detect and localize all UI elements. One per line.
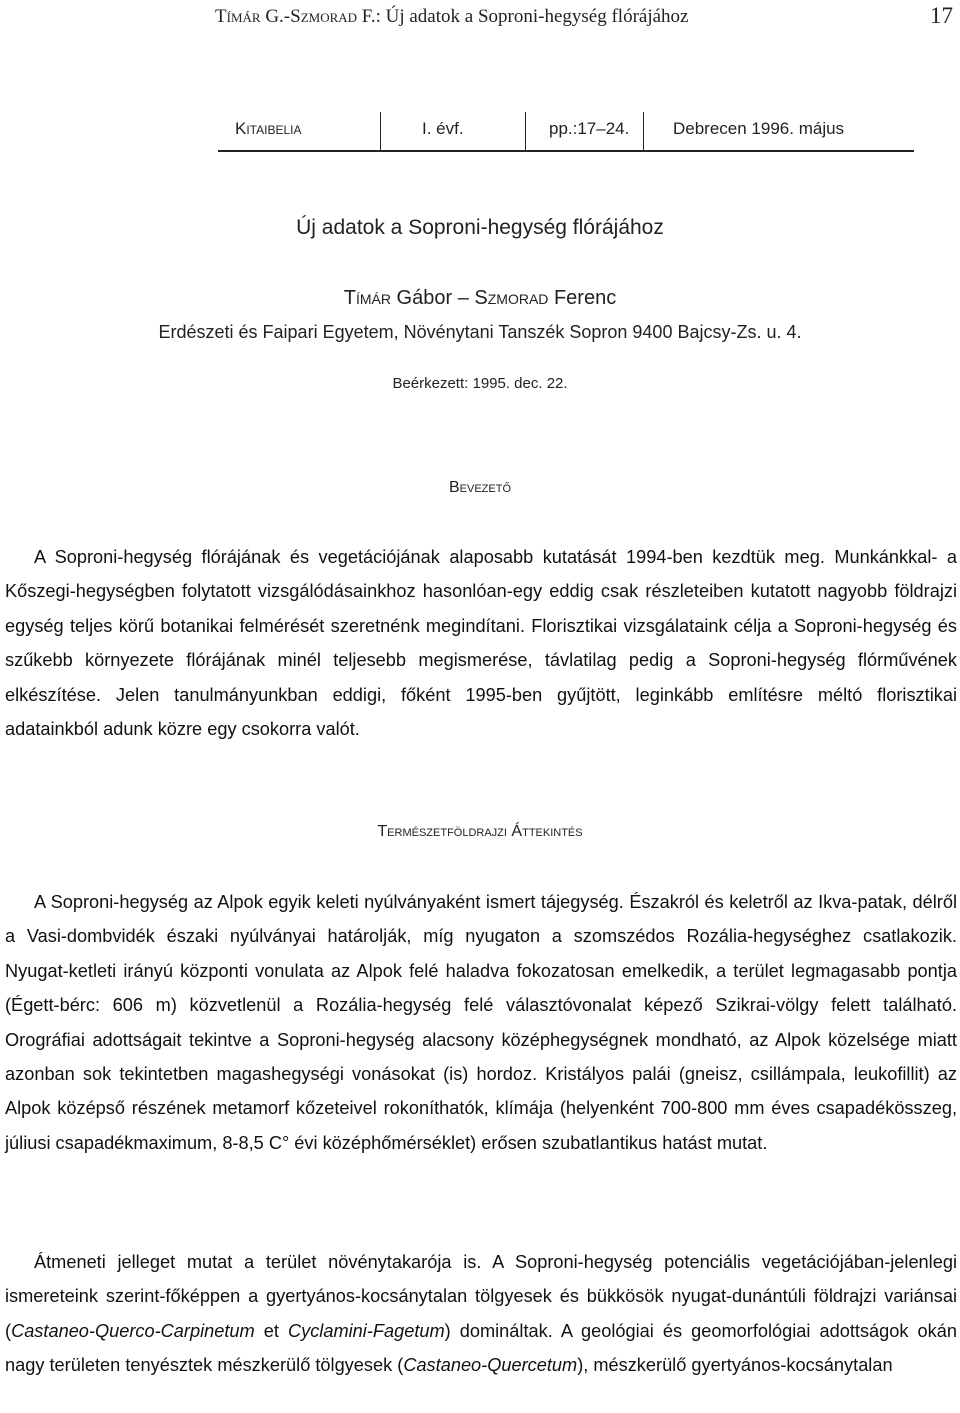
author1-surname-rest: ímár — [356, 287, 391, 309]
running-head-author1-given: G.- — [260, 6, 291, 27]
intro-heading-rest: evezető — [459, 479, 511, 496]
geography-paragraph — [5, 885, 957, 1160]
author1-given: Gábor – — [391, 287, 475, 309]
journal-volume: I. évf. — [422, 119, 464, 138]
journal-name-rest: itaibelia — [246, 119, 302, 138]
section-heading-geography — [0, 823, 960, 841]
vegetation-text-3: ) domináltak. A geológiai és geomorfológiai adottságok okán nagy területen tenyésztek mészkerülő tölgyesek ( — [5, 1320, 957, 1376]
running-head-author1-rest: ímár — [226, 6, 261, 27]
journal-name — [235, 119, 301, 139]
journal-bar-divider — [643, 112, 644, 150]
taxon-name: Castaneo-Querco-Carpinetum — [11, 1320, 255, 1341]
taxon-name: Cyclamini-Fagetum — [287, 1320, 445, 1341]
running-head-author2-given: F. — [357, 6, 376, 27]
journal-bar-divider — [380, 112, 381, 150]
geo-heading-rest1: ermészetföldrajzi — [387, 823, 507, 840]
geography-text: A Soproni-hegység az Alpok egyik keleti nyúlványaként ismert tájegység. Északról és keletről az Ikva-patak, délről a Vasi-dombvidék északi nyúlványai határolják, míg nyugaton a szomszédos Rozália-hegységhez csatlakozik. Nyugat-ketleti irányú központi vonulata az Alpok felé haladva fokozatosan emelkedik, a terület legmagasabb pontja (Égett-bérc: 606 m) közvetlenül a Rozália-hegység felé választóvonalat képező Szikrai-völgy felett található. Orográfiai adottságait tekintve a Soproni-hegység alacsony középhegységnek mondható, az Alpok közelsége miatt azonban sok tekintetben magashegységi vonásokat (is) hordoz. Kristályos palái (gneisz, csillámpala, leukofillit) az Alpok középső részének metamorf kőzeteivel rokoníthatók, klímája (helyenként 700-800 mm éves csapadékösszeg, júliusi csapadékmaximum, 8-8,5 C° évi középhőmérséklet) erősen szubatlantikus hatást mutat. — [5, 892, 957, 1153]
running-head — [0, 0, 960, 38]
intro-heading-first: B — [448, 479, 460, 496]
journal-pages: pp.:17–24. — [549, 119, 630, 138]
vegetation-text-4: ), mészkerülő gyertyános-kocsánytalan — [577, 1355, 893, 1376]
article-authors — [0, 287, 960, 310]
author1-surname-first: T — [343, 287, 356, 309]
article-affiliation: Erdészeti és Faipari Egyetem, Növénytani Tanszék Sopron 9400 Bajcsy-Zs. u. 4. — [158, 322, 802, 342]
running-head-author1-initial-letter: T — [215, 6, 227, 27]
author2-surname-rest: zmorad — [487, 287, 549, 309]
journal-bar-divider — [525, 112, 526, 150]
vegetation-text-1: Átmeneti jelleget mutat a terület növénytakarója is. A Soproni-hegység potenciális vegetációjában-jelenlegi ismereteink szerint-főképpen a gyertyános-kocsánytalan tölgyesek és bükkösök nyugat-dunántúli földrajzi variánsai ( — [5, 1252, 957, 1341]
article-title: Új adatok a Soproni-hegység flórájához — [296, 216, 664, 239]
journal-place-date: Debrecen 1996. május — [673, 119, 845, 138]
page-number: 17 — [930, 3, 953, 28]
vegetation-text-2: et — [254, 1320, 288, 1341]
geo-heading-first2: Á — [511, 823, 523, 840]
journal-bar — [218, 112, 914, 152]
taxon-name: Castaneo-Quercetum — [403, 1355, 578, 1376]
geo-heading-rest2: ttekintés — [522, 823, 583, 840]
intro-paragraph — [5, 540, 957, 746]
section-heading-intro — [0, 479, 960, 497]
running-head-title: : Új adatok a Soproni-hegység flórájához — [375, 6, 689, 27]
running-head-author2-initial-letter: S — [290, 6, 301, 27]
article-received-date: Beérkezett: 1995. dec. 22. — [392, 375, 568, 392]
journal-name-first: K — [235, 119, 247, 138]
geo-heading-first1: T — [377, 823, 388, 840]
author2-given: Ferenc — [548, 287, 617, 309]
running-head-author2-rest: zmorad — [300, 6, 358, 27]
running-title — [215, 6, 688, 28]
intro-text: A Soproni-hegység flórájának és vegetációjának alaposabb kutatását 1994-ben kezdtük meg. Munkánkkal- a Kőszegi-hegységben folytatott vizsgálódásainkhoz hasonlóan-egy eddig csak részleteiben kutatott nagyobb földrajzi egység teljes körű botanikai felmérését szeretnénk megindítani. Florisztikai vizsgálataink célja a Soproni-hegység és szűkebb környezete flórájának minél teljesebb megismerése, távlatilag pedig a Soproni-hegység flórművének elkészítése. Jelen tanulmányunkban eddigi, főként 1995-ben gyűjtött, leginkább említésre méltó florisztikai adatainkból adunk közre egy csokorra valót. — [5, 547, 957, 740]
vegetation-paragraph — [5, 1245, 957, 1383]
author2-surname-first: S — [474, 287, 488, 309]
